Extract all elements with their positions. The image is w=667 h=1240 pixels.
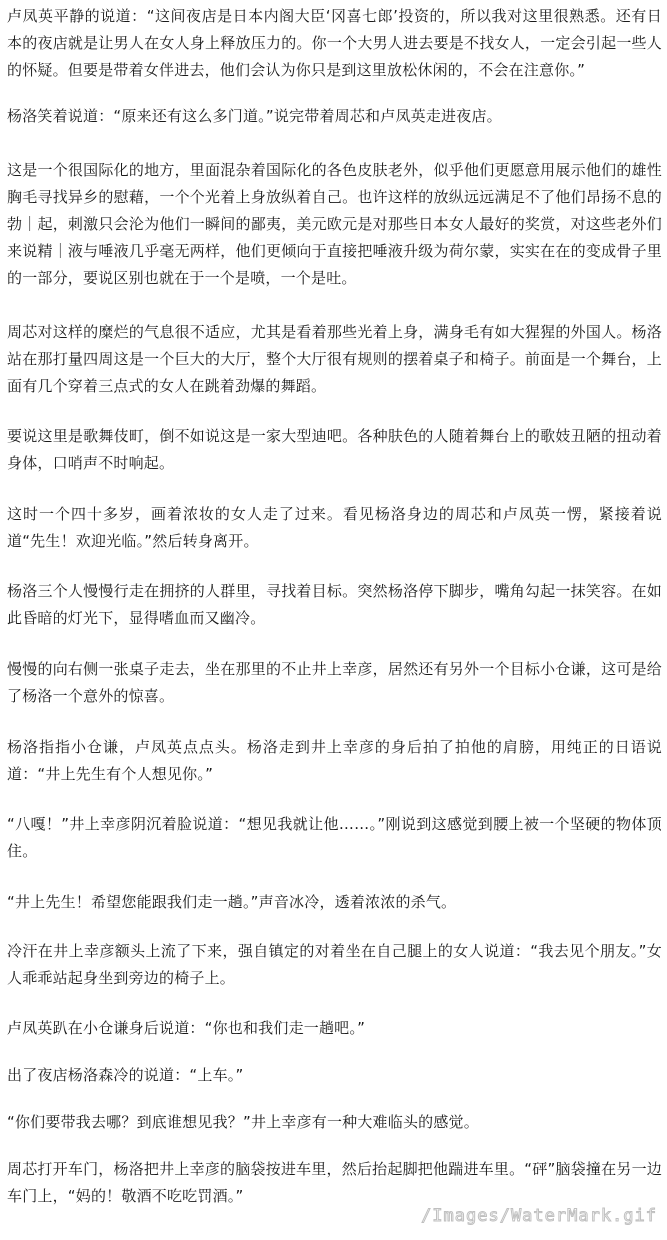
- paragraph: 周芯对这样的糜烂的气息很不适应，尤其是看着那些光着上身，满身毛有如大猩猩的外国人。杨洛站在那打量四周这是一个巨大的大厅，整个大厅很有规则的摆着桌子和椅子。前面是一个舞台，上面有几个穿着三点式的女人在跳着劲爆的舞蹈。: [7, 323, 662, 395]
- paragraph: 卢凤英趴在小仓谦身后说道：“你也和我们走一趟吧。”: [7, 1019, 366, 1037]
- watermark-path: /Images/WaterMark.gif: [421, 1206, 657, 1226]
- paragraph: 杨洛三个人慢慢行走在拥挤的人群里，寻找着目标。突然杨洛停下脚步，嘴角勾起一抹笑容。在如此昏暗的灯光下，显得嗜血而又幽冷。: [7, 582, 662, 627]
- paragraph: 出了夜店杨洛森冷的说道：“上车。”: [7, 1066, 244, 1084]
- paragraph: “你们要带我去哪？到底谁想见我？”井上幸彦有一种大难临头的感觉。: [7, 1113, 479, 1131]
- paragraph: 周芯打开车门，杨洛把井上幸彦的脑袋按进车里，然后抬起脚把他踹进车里。“砰”脑袋撞在另一边车门上，“妈的！敬酒不吃吃罚酒。”: [7, 1160, 662, 1205]
- paragraph: 慢慢的向右侧一张桌子走去，坐在那里的不止井上幸彦，居然还有另外一个目标小仓谦，这可是给了杨洛一个意外的惊喜。: [7, 660, 662, 705]
- article-body: [7, 0, 662, 1210]
- paragraph: 要说这里是歌舞伎町，倒不如说这是一家大型迪吧。各种肤色的人随着舞台上的歌妓丑陋的扭动着身体，口哨声不时响起。: [7, 427, 662, 472]
- paragraph: 卢凤英平静的说道：“这间夜店是日本内阁大臣‘冈喜七郎’投资的，所以我对这里很熟悉。还有日本的夜店就是让男人在女人身上释放压力的。你一个大男人进去要是不找女人，一定会引起一些人的怀疑。但要是带着女伴进去，他们会认为你只是到这里放松休闲的，不会在注意你。”: [7, 7, 662, 79]
- paragraph: 杨洛笑着说道：“原来还有这么多门道。”说完带着周芯和卢凤英走进夜店。: [7, 107, 502, 125]
- paragraph: 冷汗在井上幸彦额头上流了下来，强自镇定的对着坐在自己腿上的女人说道：“我去见个朋友。”女人乖乖站起身坐到旁边的椅子上。: [7, 942, 662, 987]
- paragraph: 这时一个四十多岁，画着浓妆的女人走了过来。看见杨洛身边的周芯和卢凤英一愣，紧接着说道“先生！欢迎光临。”然后转身离开。: [7, 505, 662, 550]
- paragraph: “八嘎！”井上幸彦阴沉着脸说道：“想见我就让他……。”刚说到这感觉到腰上被一个坚硬的物体顶住。: [7, 815, 662, 860]
- paragraph: 这是一个很国际化的地方，里面混杂着国际化的各色皮肤老外，似乎他们更愿意用展示他们的雄性胸毛寻找异乡的慰藉，一个个光着上身放纵着自己。也许这样的放纵远远满足不了他们昂扬不息的勃｜起，刺激只会沦为他们一瞬间的鄙夷，美元欧元是对那些日本女人最好的奖赏，对这些老外们来说精｜液与唾液几乎毫无两样，他们更倾向于直接把唾液升级为荷尔蒙，实实在在的变成骨子里的一部分，要说区别也就在于一个是喷，一个是吐。: [7, 161, 662, 287]
- paragraph: “井上先生！希望您能跟我们走一趟。”声音冰冷，透着浓浓的杀气。: [7, 893, 457, 911]
- paragraph: 杨洛指指小仓谦，卢凤英点点头。杨洛走到井上幸彦的身后拍了拍他的肩膀，用纯正的日语说道：“井上先生有个人想见你。”: [7, 738, 662, 783]
